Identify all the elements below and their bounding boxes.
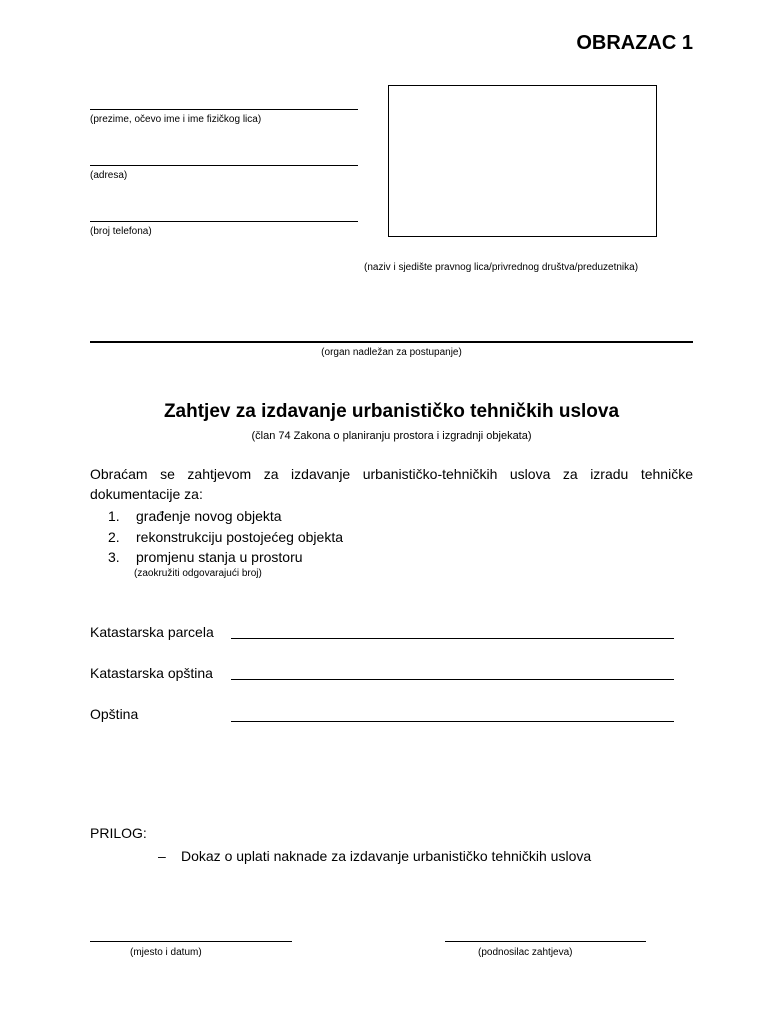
applicant-address-caption: (adresa) [90, 170, 128, 181]
legal-entity-caption: (naziv i sjedište pravnog lica/privrednog društva/preduzetnika) [364, 262, 639, 273]
place-date-line[interactable] [90, 941, 292, 942]
dash-bullet: – [158, 848, 166, 864]
applicant-address-line[interactable] [90, 165, 358, 166]
municipality-label: Opština [90, 706, 139, 722]
form-number: OBRAZAC 1 [576, 32, 693, 54]
attachment-text: Dokaz o uplati naknade za izdavanje urbanističko tehničkih uslova [181, 848, 592, 864]
options-hint: (zaokružiti odgovarajući broj) [134, 568, 262, 579]
authority-line[interactable] [90, 341, 693, 343]
cadastral-municipality-label: Katastarska opština [90, 665, 213, 681]
applicant-phone-line[interactable] [90, 221, 358, 222]
applicant-signature-line[interactable] [445, 941, 646, 942]
option-number: 1. [108, 508, 120, 524]
place-date-caption: (mjesto i datum) [130, 947, 202, 958]
applicant-phone-caption: (broj telefona) [90, 226, 152, 237]
purpose-options [108, 506, 668, 568]
option-label: promjenu stanja u prostoru [136, 549, 303, 565]
applicant-name-line[interactable] [90, 109, 358, 110]
applicant-signature-caption: (podnosilac zahtjeva) [478, 947, 573, 958]
parcel-label: Katastarska parcela [90, 624, 214, 640]
option-label: rekonstrukciju postojećeg objekta [136, 528, 344, 545]
attachment-item [158, 848, 591, 864]
page-title: Zahtjev za izdavanje urbanističko tehničkih uslova [163, 401, 620, 422]
applicant-name-caption: (prezime, očevo ime i ime fizičkog lica) [90, 114, 262, 125]
cadastral-municipality-field[interactable] [231, 679, 674, 680]
list-item[interactable] [108, 506, 668, 527]
attachment-heading: PRILOG: [90, 825, 147, 841]
parcel-field[interactable] [231, 638, 674, 639]
list-item[interactable] [108, 527, 668, 548]
list-item[interactable] [108, 547, 668, 568]
authority-caption: (organ nadležan za postupanje) [321, 347, 462, 358]
option-number: 3. [108, 549, 120, 565]
legal-entity-box[interactable] [388, 85, 657, 237]
option-label: građenje novog objekta [136, 508, 282, 524]
request-intro: Obraćam se zahtjevom za izdavanje urbanističko-tehničkih uslova za izradu tehničke dokumentacije za: [90, 466, 693, 502]
municipality-field[interactable] [231, 721, 674, 722]
page-subtitle: (član 74 Zakona o planiranju prostora i izgradnji objekata) [251, 430, 532, 442]
option-number: 2. [108, 528, 120, 545]
